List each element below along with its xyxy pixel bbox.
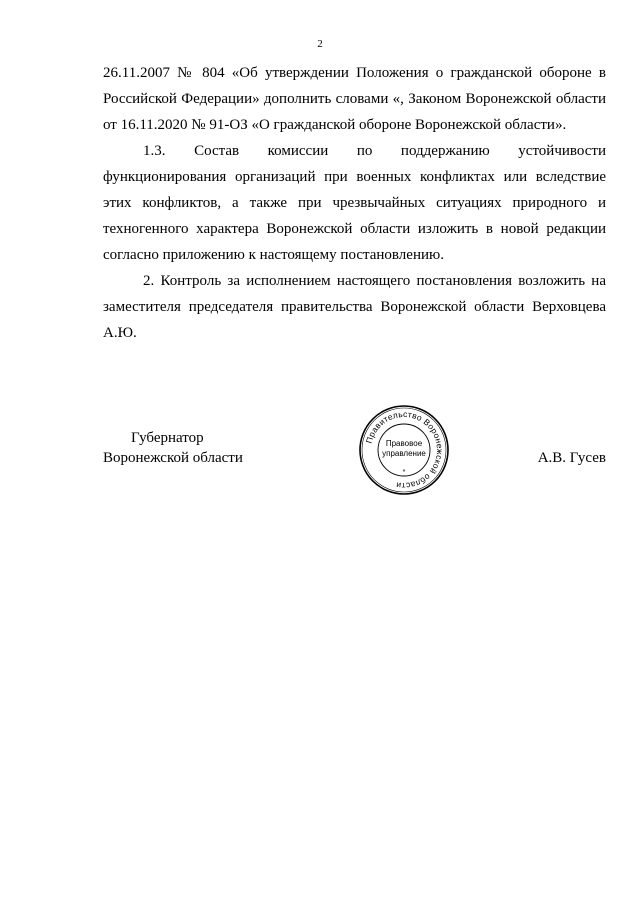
signature-block: [0, 408, 640, 518]
stamp-star-mark: *: [402, 469, 406, 476]
signatory-position: [103, 428, 263, 468]
paragraph-continuation: 26.11.2007 № 804 «Об утверждении Положения о гражданской обороне в Российской Федерации» дополнить словами «, Законом Воронежской области от 16.11.2020 № 91-ОЗ «О гражданской обороне Воронежской области».: [103, 65, 606, 133]
page-number: 2: [317, 38, 323, 50]
stamp-outer-text: Правительство Воронежской области: [363, 408, 446, 492]
paragraph-2: 2. Контроль за исполнением настоящего постановления возложить на заместителя председателя правительства Воронежской области Верховцева А.Ю.: [103, 273, 606, 341]
signatory-region: Воронежской области: [103, 450, 243, 466]
document-body: [103, 60, 606, 346]
stamp-inner-line2: управление: [382, 449, 426, 458]
paragraph-1-3: 1.3. Состав комиссии по поддержанию устойчивости функционирования организаций при военных конфликтах или вследствие этих конфликтов, а также при чрезвычайных ситуациях природного и техногенного характера Воронежской области изложить в новой редакции согласно приложению к настоящему постановлению.: [103, 143, 606, 263]
official-stamp: [358, 404, 450, 496]
signatory-title: Губернатор: [131, 430, 204, 446]
stamp-inner-line1: Правовое: [385, 439, 423, 448]
signatory-name: А.В. Гусев: [537, 450, 606, 466]
